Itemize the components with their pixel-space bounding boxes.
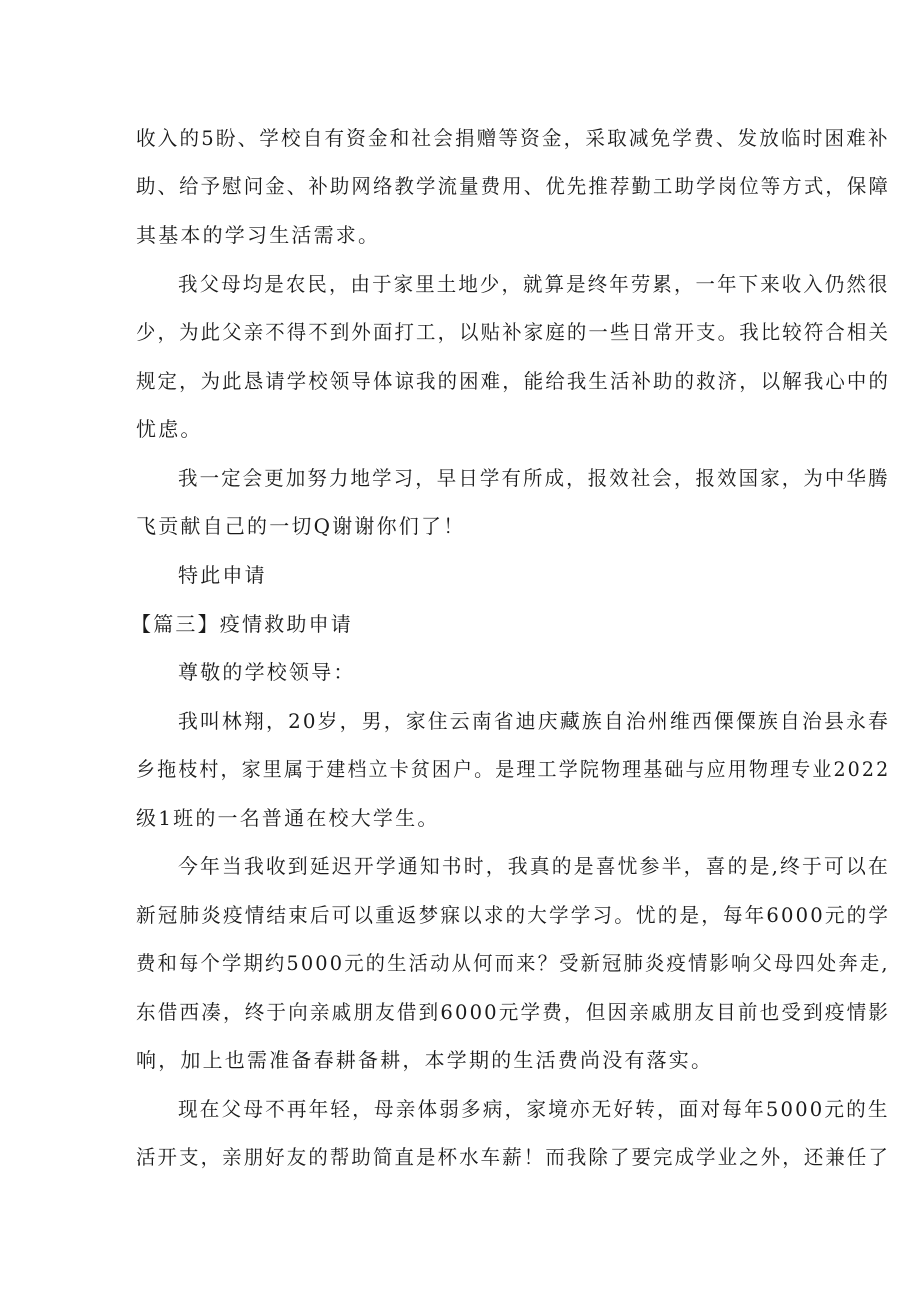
- text-line: 我叫林翔，20岁，男，家住云南省迪庆藏族自治州维西傈僳族自治县永春: [178, 709, 891, 733]
- text-line: 响，加上也需准备春耕备耕，本学期的生活费尚没有落实。: [136, 1048, 714, 1072]
- text-line: 规定，为此恳请学校领导体谅我的困难，能给我生活补助的救济，以解我心中的: [136, 369, 890, 393]
- text-line: 我父母均是农民，由于家里土地少，就算是终年劳累，一年下来收入仍然很: [178, 272, 890, 296]
- text-line: 我一定会更加努力地学习，早日学有所成，报效社会，报效国家，为中华腾: [178, 466, 890, 490]
- text-line: 其基本的学习生活需求。: [136, 223, 381, 247]
- text-line: 现在父母不再年轻，母亲体弱多病，家境亦无好转，面对每年5000元的生: [178, 1097, 890, 1121]
- text-line: 特此申请: [178, 563, 267, 587]
- salutation: 尊敬的学校领导：: [178, 660, 356, 684]
- text-line: 新冠肺炎疫情结束后可以重返梦寐以求的大学学习。忧的是，每年6000元的学: [136, 903, 891, 927]
- text-line: 东借西凑，终于向亲戚朋友借到6000元学费，但因亲戚朋友目前也受到疫情影: [136, 1000, 891, 1024]
- text-line: 乡拖枝村，家里属于建档立卡贫困户。是理工学院物理基础与应用物理专业2022: [136, 757, 891, 781]
- text-line: 今年当我收到延迟开学通知书时，我真的是喜忧参半，喜的是,终于可以在: [178, 854, 890, 878]
- text-line: 活开支，亲朋好友的帮助简直是杯水车薪！而我除了要完成学业之外，还兼任了: [136, 1145, 890, 1169]
- text-line: 级1班的一名普通在校大学生。: [136, 806, 440, 830]
- text-line: 助、给予慰问金、补助网络教学流量费用、优先推荐勤工助学岗位等方式，保障: [136, 174, 890, 198]
- text-line: 收入的5盼、学校自有资金和社会捐赠等资金，采取减免学费、发放临时困难补: [136, 126, 890, 150]
- text-line: 忧虑。: [136, 417, 203, 441]
- text-line: 飞贡献自己的一切Q谢谢你们了！: [136, 514, 466, 538]
- text-line: 少，为此父亲不得不到外面打工，以贴补家庭的一些日常开支。我比较符合相关: [136, 320, 890, 344]
- text-line: 费和每个学期约5000元的生活动从何而来？受新冠肺炎疫情影响父母四处奔走,: [136, 951, 890, 975]
- section-heading: 【篇三】疫情救助申请: [131, 612, 353, 636]
